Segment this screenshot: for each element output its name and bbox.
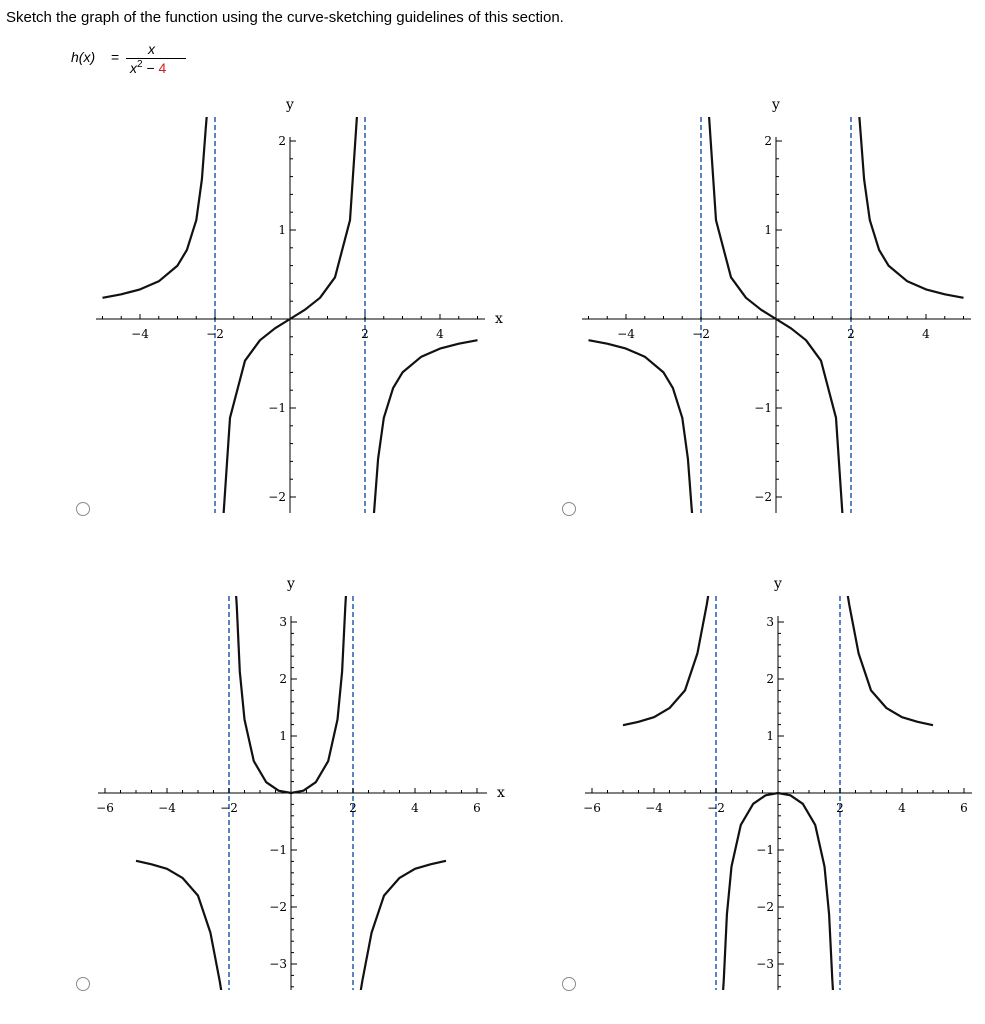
x-tick-label: 4 bbox=[898, 801, 906, 815]
x-tick-label: 2 bbox=[349, 801, 357, 815]
y-axis-label: y bbox=[287, 576, 295, 592]
y-tick-label: −2 bbox=[268, 490, 286, 504]
radio-option-b[interactable] bbox=[562, 502, 576, 516]
x-tick-label: 6 bbox=[960, 801, 968, 815]
y-tick-label: 1 bbox=[764, 223, 772, 237]
function-name: h(x) bbox=[71, 49, 96, 65]
y-tick-label: 1 bbox=[766, 729, 774, 743]
radio-option-a[interactable] bbox=[76, 502, 90, 516]
x-tick-label: −4 bbox=[131, 327, 149, 341]
x-tick-label: −6 bbox=[96, 801, 114, 815]
x-tick-label: 4 bbox=[436, 327, 444, 341]
x-tick-label: 4 bbox=[411, 801, 419, 815]
y-axis-label: y bbox=[286, 97, 294, 113]
x-tick-label: −4 bbox=[645, 801, 663, 815]
x-tick-label: −4 bbox=[617, 327, 635, 341]
question-instruction: Sketch the graph of the function using the curve-sketching guidelines of this section. bbox=[6, 9, 564, 26]
denominator-variable: x bbox=[130, 60, 137, 76]
x-tick-label: −2 bbox=[692, 327, 710, 341]
x-tick-label: 6 bbox=[473, 801, 481, 815]
y-tick-label: −3 bbox=[756, 957, 774, 971]
y-tick-label: 1 bbox=[279, 729, 287, 743]
curve-branch-1 bbox=[623, 576, 711, 725]
fraction-numerator: x bbox=[148, 41, 155, 57]
y-axis-label: y bbox=[772, 97, 780, 113]
y-tick-label: −2 bbox=[754, 490, 772, 504]
y-tick-label: −1 bbox=[756, 843, 774, 857]
y-tick-label: −1 bbox=[754, 401, 772, 415]
radio-option-d[interactable] bbox=[562, 977, 576, 991]
y-tick-label: 1 bbox=[278, 223, 286, 237]
y-tick-label: −2 bbox=[269, 900, 287, 914]
y-tick-label: −2 bbox=[756, 900, 774, 914]
y-tick-label: 2 bbox=[764, 134, 772, 148]
x-tick-label: −2 bbox=[206, 327, 224, 341]
equals-sign: = bbox=[111, 49, 120, 65]
radio-option-c[interactable] bbox=[76, 977, 90, 991]
denominator-operator: − bbox=[142, 60, 159, 76]
y-tick-label: 2 bbox=[766, 672, 774, 686]
denominator-exponent: 2 bbox=[137, 59, 143, 70]
y-tick-label: 2 bbox=[279, 672, 287, 686]
x-tick-label: 2 bbox=[361, 327, 369, 341]
y-tick-label: −3 bbox=[269, 957, 287, 971]
x-tick-label: 2 bbox=[836, 801, 844, 815]
x-tick-label: −6 bbox=[583, 801, 601, 815]
y-tick-label: 2 bbox=[278, 134, 286, 148]
y-tick-label: −1 bbox=[268, 401, 286, 415]
x-tick-label: 4 bbox=[922, 327, 930, 341]
x-tick-label: −2 bbox=[707, 801, 725, 815]
x-tick-label: −2 bbox=[220, 801, 238, 815]
curve-branch-3 bbox=[845, 576, 933, 725]
x-tick-label: 2 bbox=[847, 327, 855, 341]
x-axis-label: x bbox=[495, 311, 503, 327]
x-tick-label: −4 bbox=[158, 801, 176, 815]
x-axis-label: x bbox=[497, 785, 505, 801]
y-axis-label: y bbox=[774, 576, 782, 592]
y-tick-label: 3 bbox=[766, 615, 774, 629]
y-tick-label: 3 bbox=[279, 615, 287, 629]
y-tick-label: −1 bbox=[269, 843, 287, 857]
denominator-constant: 4 bbox=[158, 60, 167, 76]
